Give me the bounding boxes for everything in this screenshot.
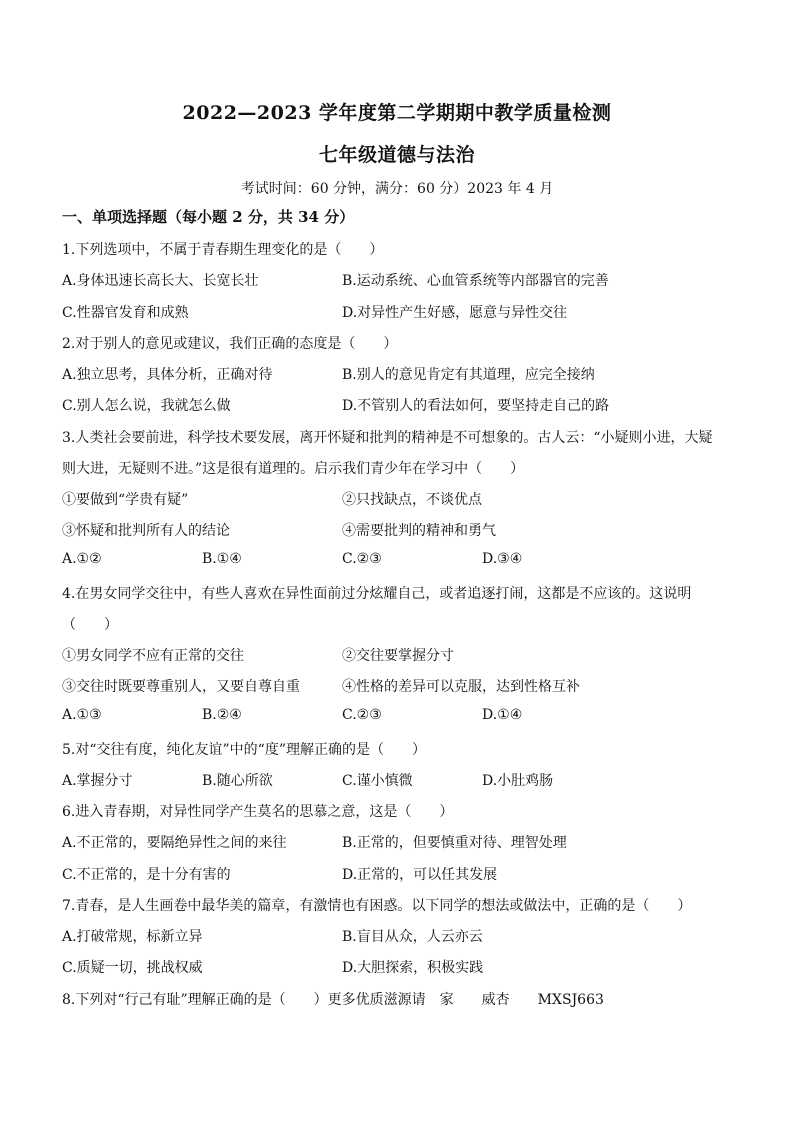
- question-3-stem-line2: 则大进，无疑则不进。”这是很有道理的。启示我们青少年在学习中（ ）: [62, 461, 525, 477]
- question-8-stem: 8.下列对“行己有耻”理解正确的是（ ）更多优质滋源请 家 威杏 MXSJ663: [62, 992, 604, 1008]
- q1-option-a: A.身体迅速长高长大、长宽长壮: [62, 273, 259, 289]
- q6-option-d: D.正常的，可以任其发展: [342, 867, 498, 883]
- question-3-stem-line1: 3.人类社会要前进，科学技术要发展，离开怀疑和批判的精神是不可想象的。古人云：“小疑则小进，大疑: [62, 430, 713, 446]
- q5-option-b: B.随心所欲: [202, 773, 273, 789]
- q6-option-b: B.正常的，但要慎重对待、理智处理: [342, 835, 567, 851]
- q3-option-c: C.②③: [342, 551, 382, 567]
- q3-statement-2: ②只找缺点，不谈优点: [342, 492, 482, 508]
- q2-option-b: B.别人的意见肯定有其道理，应完全接纳: [342, 367, 595, 383]
- exam-title: 2022—2023 学年度第二学期期中教学质量检测: [182, 102, 612, 124]
- q4-option-c: C.②③: [342, 707, 382, 723]
- q7-option-d: D.大胆探索，积极实践: [342, 960, 484, 976]
- q3-statement-3: ③怀疑和批判所有人的结论: [62, 523, 230, 539]
- q3-option-a: A.①②: [62, 551, 102, 567]
- q5-option-a: A.掌握分寸: [62, 773, 133, 789]
- question-4-stem-line1: 4.在男女同学交往中，有些人喜欢在异性面前过分炫耀自己，或者追逐打闹，这都是不应该的。这说明: [62, 586, 692, 602]
- q4-statement-3: ③交往时既要尊重别人，又要自尊自重: [62, 679, 300, 695]
- q4-statement-1: ①男女同学不应有正常的交往: [62, 648, 244, 664]
- exam-subject: 七年级道德与法治: [318, 144, 475, 166]
- question-1-stem: 1.下列选项中，不属于青春期生理变化的是（ ）: [62, 242, 384, 258]
- question-5-stem: 5.对“交往有度，纯化友谊”中的“度”理解正确的是（ ）: [62, 742, 426, 758]
- q6-option-a: A.不正常的，要隔绝异性之间的来往: [62, 835, 287, 851]
- q1-option-c: C.性器官发育和成熟: [62, 305, 189, 321]
- q1-option-d: D.对异性产生好感，愿意与异性交往: [342, 305, 568, 321]
- q2-option-a: A.独立思考，具体分析，正确对待: [62, 367, 273, 383]
- q6-option-c: C.不正常的，是十分有害的: [62, 867, 231, 883]
- q5-option-d: D.小肚鸡肠: [482, 773, 554, 789]
- q2-option-d: D.不管别人的看法如何，要坚持走自己的路: [342, 398, 610, 414]
- q7-option-c: C.质疑一切，挑战权威: [62, 960, 203, 976]
- q7-option-a: A.打破常规，标新立异: [62, 929, 203, 945]
- q3-option-b: B.①④: [202, 551, 242, 567]
- q5-option-c: C.谨小慎微: [342, 773, 413, 789]
- q4-statement-4: ④性格的差异可以克服，达到性格互补: [342, 679, 580, 695]
- section-heading: 一、单项选择题（每小题 2 分，共 34 分）: [62, 208, 355, 226]
- q4-option-d: D.①④: [482, 707, 523, 723]
- q3-statement-4: ④需要批判的精神和勇气: [342, 523, 496, 539]
- q4-statement-2: ②交往要掌握分寸: [342, 648, 454, 664]
- q3-statement-1: ①要做到“学贵有疑”: [62, 492, 189, 508]
- question-2-stem: 2.对于别人的意见或建议，我们正确的态度是（ ）: [62, 336, 398, 352]
- q4-option-a: A.①③: [62, 707, 102, 723]
- question-7-stem: 7.青春，是人生画卷中最华美的篇章，有激情也有困惑。以下同学的想法或做法中，正确的是（ ）: [62, 898, 692, 914]
- q2-option-c: C.别人怎么说，我就怎么做: [62, 398, 231, 414]
- exam-info: 考试时间：60 分钟，满分：60 分）2023 年 4 月: [240, 181, 554, 197]
- q4-option-b: B.②④: [202, 707, 242, 723]
- q7-option-b: B.盲目从众，人云亦云: [342, 929, 483, 945]
- question-6-stem: 6.进入青春期，对异性同学产生莫名的思慕之意，这是（ ）: [62, 804, 454, 820]
- question-4-stem-line2: （ ）: [62, 617, 118, 633]
- q1-option-b: B.运动系统、心血管系统等内部器官的完善: [342, 273, 609, 289]
- q3-option-d: D.③④: [482, 551, 523, 567]
